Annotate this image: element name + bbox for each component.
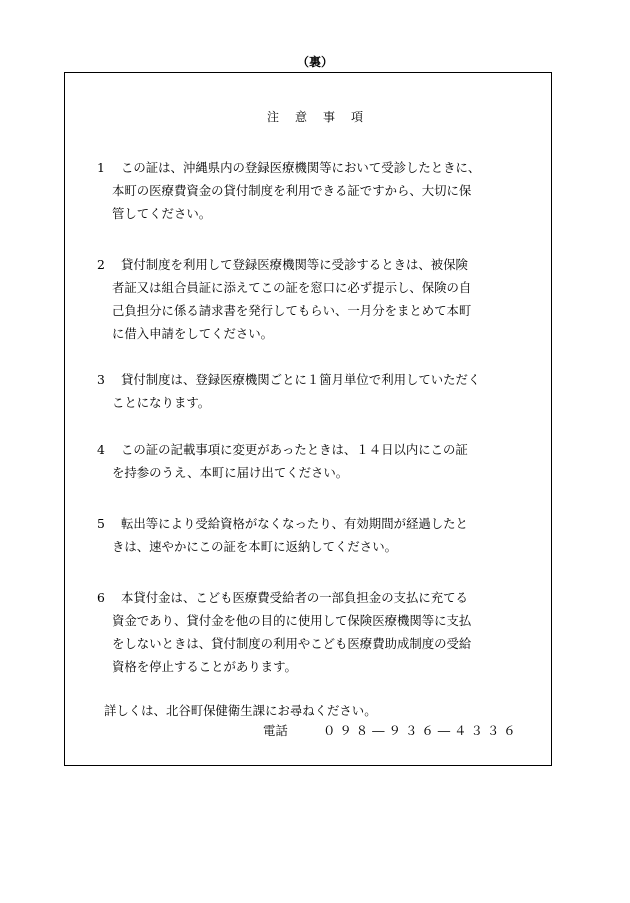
notice-item-first-line	[97, 586, 532, 609]
notice-item-text: 本町の医療費資金の貸付制度を利用できる証ですから、大切に保	[112, 183, 472, 198]
notice-item-text: ことになります。	[112, 395, 211, 410]
notice-item-text: を持参のうえ、本町に届け出てください。	[112, 465, 349, 480]
notice-item-text: 資金であり、貸付金を他の目的に使用して保険医療機関等に支払	[112, 613, 472, 628]
notice-item-text: 者証又は組合員証に添えてこの証を窓口に必ず提示し、保険の自	[112, 280, 472, 295]
notice-item-first-line	[97, 253, 532, 276]
notice-item-5	[97, 512, 532, 558]
notice-item-first-line	[97, 368, 532, 391]
notice-item-first-line	[97, 512, 532, 535]
notice-item-number: 4	[97, 442, 105, 457]
notice-item-text: この証は、沖縄県内の登録医療機関等において受診したときに、	[121, 160, 481, 175]
notice-item-6	[97, 586, 532, 678]
notice-item-text: 貸付制度を利用して登録医療機関等に受診するときは、被保険	[121, 257, 468, 272]
notice-item-number: 6	[97, 590, 105, 605]
page-title: 注意事項	[266, 110, 379, 124]
notice-item-3	[97, 368, 532, 414]
notice-item-number: 5	[97, 516, 105, 531]
page-side-label: （裏）	[296, 55, 333, 69]
notice-item-number: 2	[97, 257, 105, 272]
notice-item-number: 3	[97, 372, 105, 387]
notice-item-text: をしないときは、貸付制度の利用やこども医療費助成制度の受給	[112, 636, 472, 651]
notice-item-first-line	[97, 438, 532, 461]
notice-item-text: 資格を停止することがあります。	[112, 659, 297, 674]
notice-item-text: 管してください。	[112, 206, 212, 221]
notice-item-number: 1	[97, 160, 105, 175]
contact-phone	[263, 721, 520, 741]
notice-item-text: 貸付制度は、登録医療機関ごとに１箇月単位で利用していただく	[121, 372, 481, 387]
phone-label: 電話	[263, 723, 288, 738]
notice-item-text: 転出等により受給資格がなくなったり、有効期間が経過したと	[121, 516, 468, 531]
notice-item-1	[97, 156, 532, 225]
contact-text: 詳しくは、北谷町保健衛生課にお尋ねください。	[104, 703, 377, 718]
phone-number: ０９８―９３６―４３３６	[323, 723, 520, 738]
notice-item-text: この証の記載事項に変更があったときは、１４日以内にこの証	[121, 442, 468, 457]
notice-item-4	[97, 438, 532, 484]
notice-item-text: 己負担分に係る請求書を発行してもらい、一月分をまとめて本町	[112, 303, 472, 318]
notice-item-text: に借入申請をしてください。	[112, 326, 274, 341]
notice-item-text: きは、速やかにこの証を本町に返納してください。	[112, 539, 397, 554]
notice-item-2	[97, 253, 532, 345]
notice-item-text: 本貸付金は、こども医療費受給者の一部負担金の支払に充てる	[121, 590, 468, 605]
notice-item-first-line	[97, 156, 532, 179]
